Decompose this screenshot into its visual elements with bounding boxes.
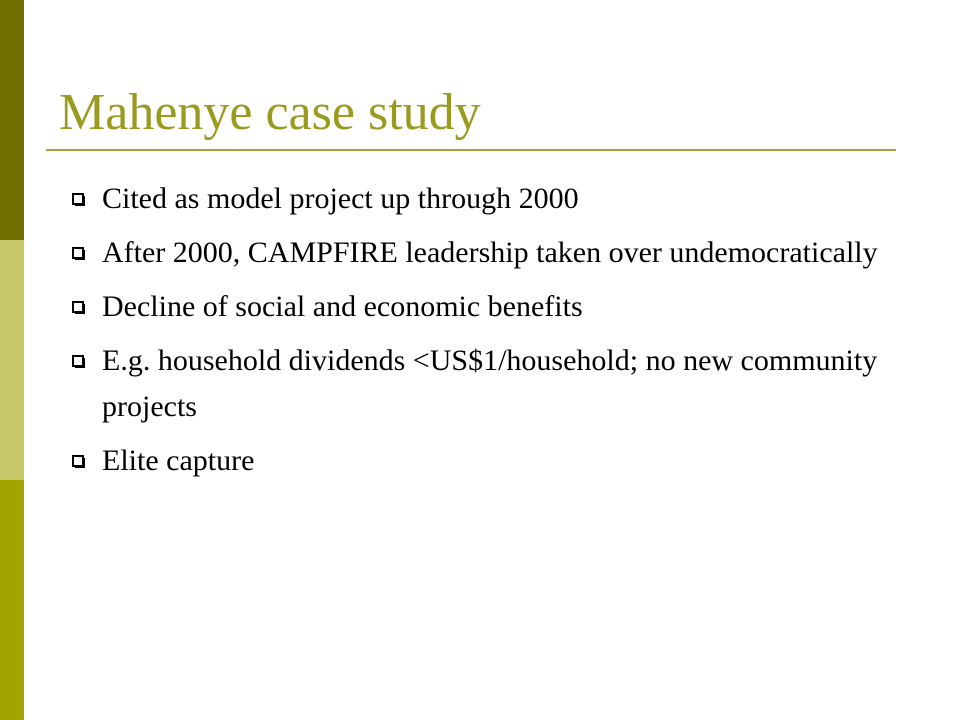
- accent-bar-top: [0, 0, 24, 240]
- square-bullet-icon: [72, 455, 84, 467]
- square-bullet-icon: [72, 247, 84, 259]
- accent-bar-middle: [0, 240, 24, 480]
- bullet-item: [70, 438, 900, 484]
- bullet-text: After 2000, CAMPFIRE leadership taken over undemocratically: [102, 236, 878, 269]
- bullet-text: Decline of social and economic benefits: [102, 290, 583, 323]
- bullet-text: E.g. household dividends <US$1/household; no new community projects: [102, 344, 878, 423]
- square-bullet-icon: [72, 355, 84, 367]
- bullet-item: [70, 176, 900, 222]
- title-underline: [46, 149, 896, 151]
- bullet-item: [70, 230, 900, 276]
- bullet-item: [70, 338, 900, 430]
- bullet-item: [70, 284, 900, 330]
- bullet-text: Elite capture: [102, 444, 255, 477]
- accent-bar-bottom: [0, 480, 24, 720]
- square-bullet-icon: [72, 301, 84, 313]
- square-bullet-icon: [72, 193, 84, 205]
- bullet-list: [70, 176, 900, 492]
- slide-title: Mahenye case study: [59, 84, 481, 141]
- bullet-text: Cited as model project up through 2000: [102, 182, 579, 215]
